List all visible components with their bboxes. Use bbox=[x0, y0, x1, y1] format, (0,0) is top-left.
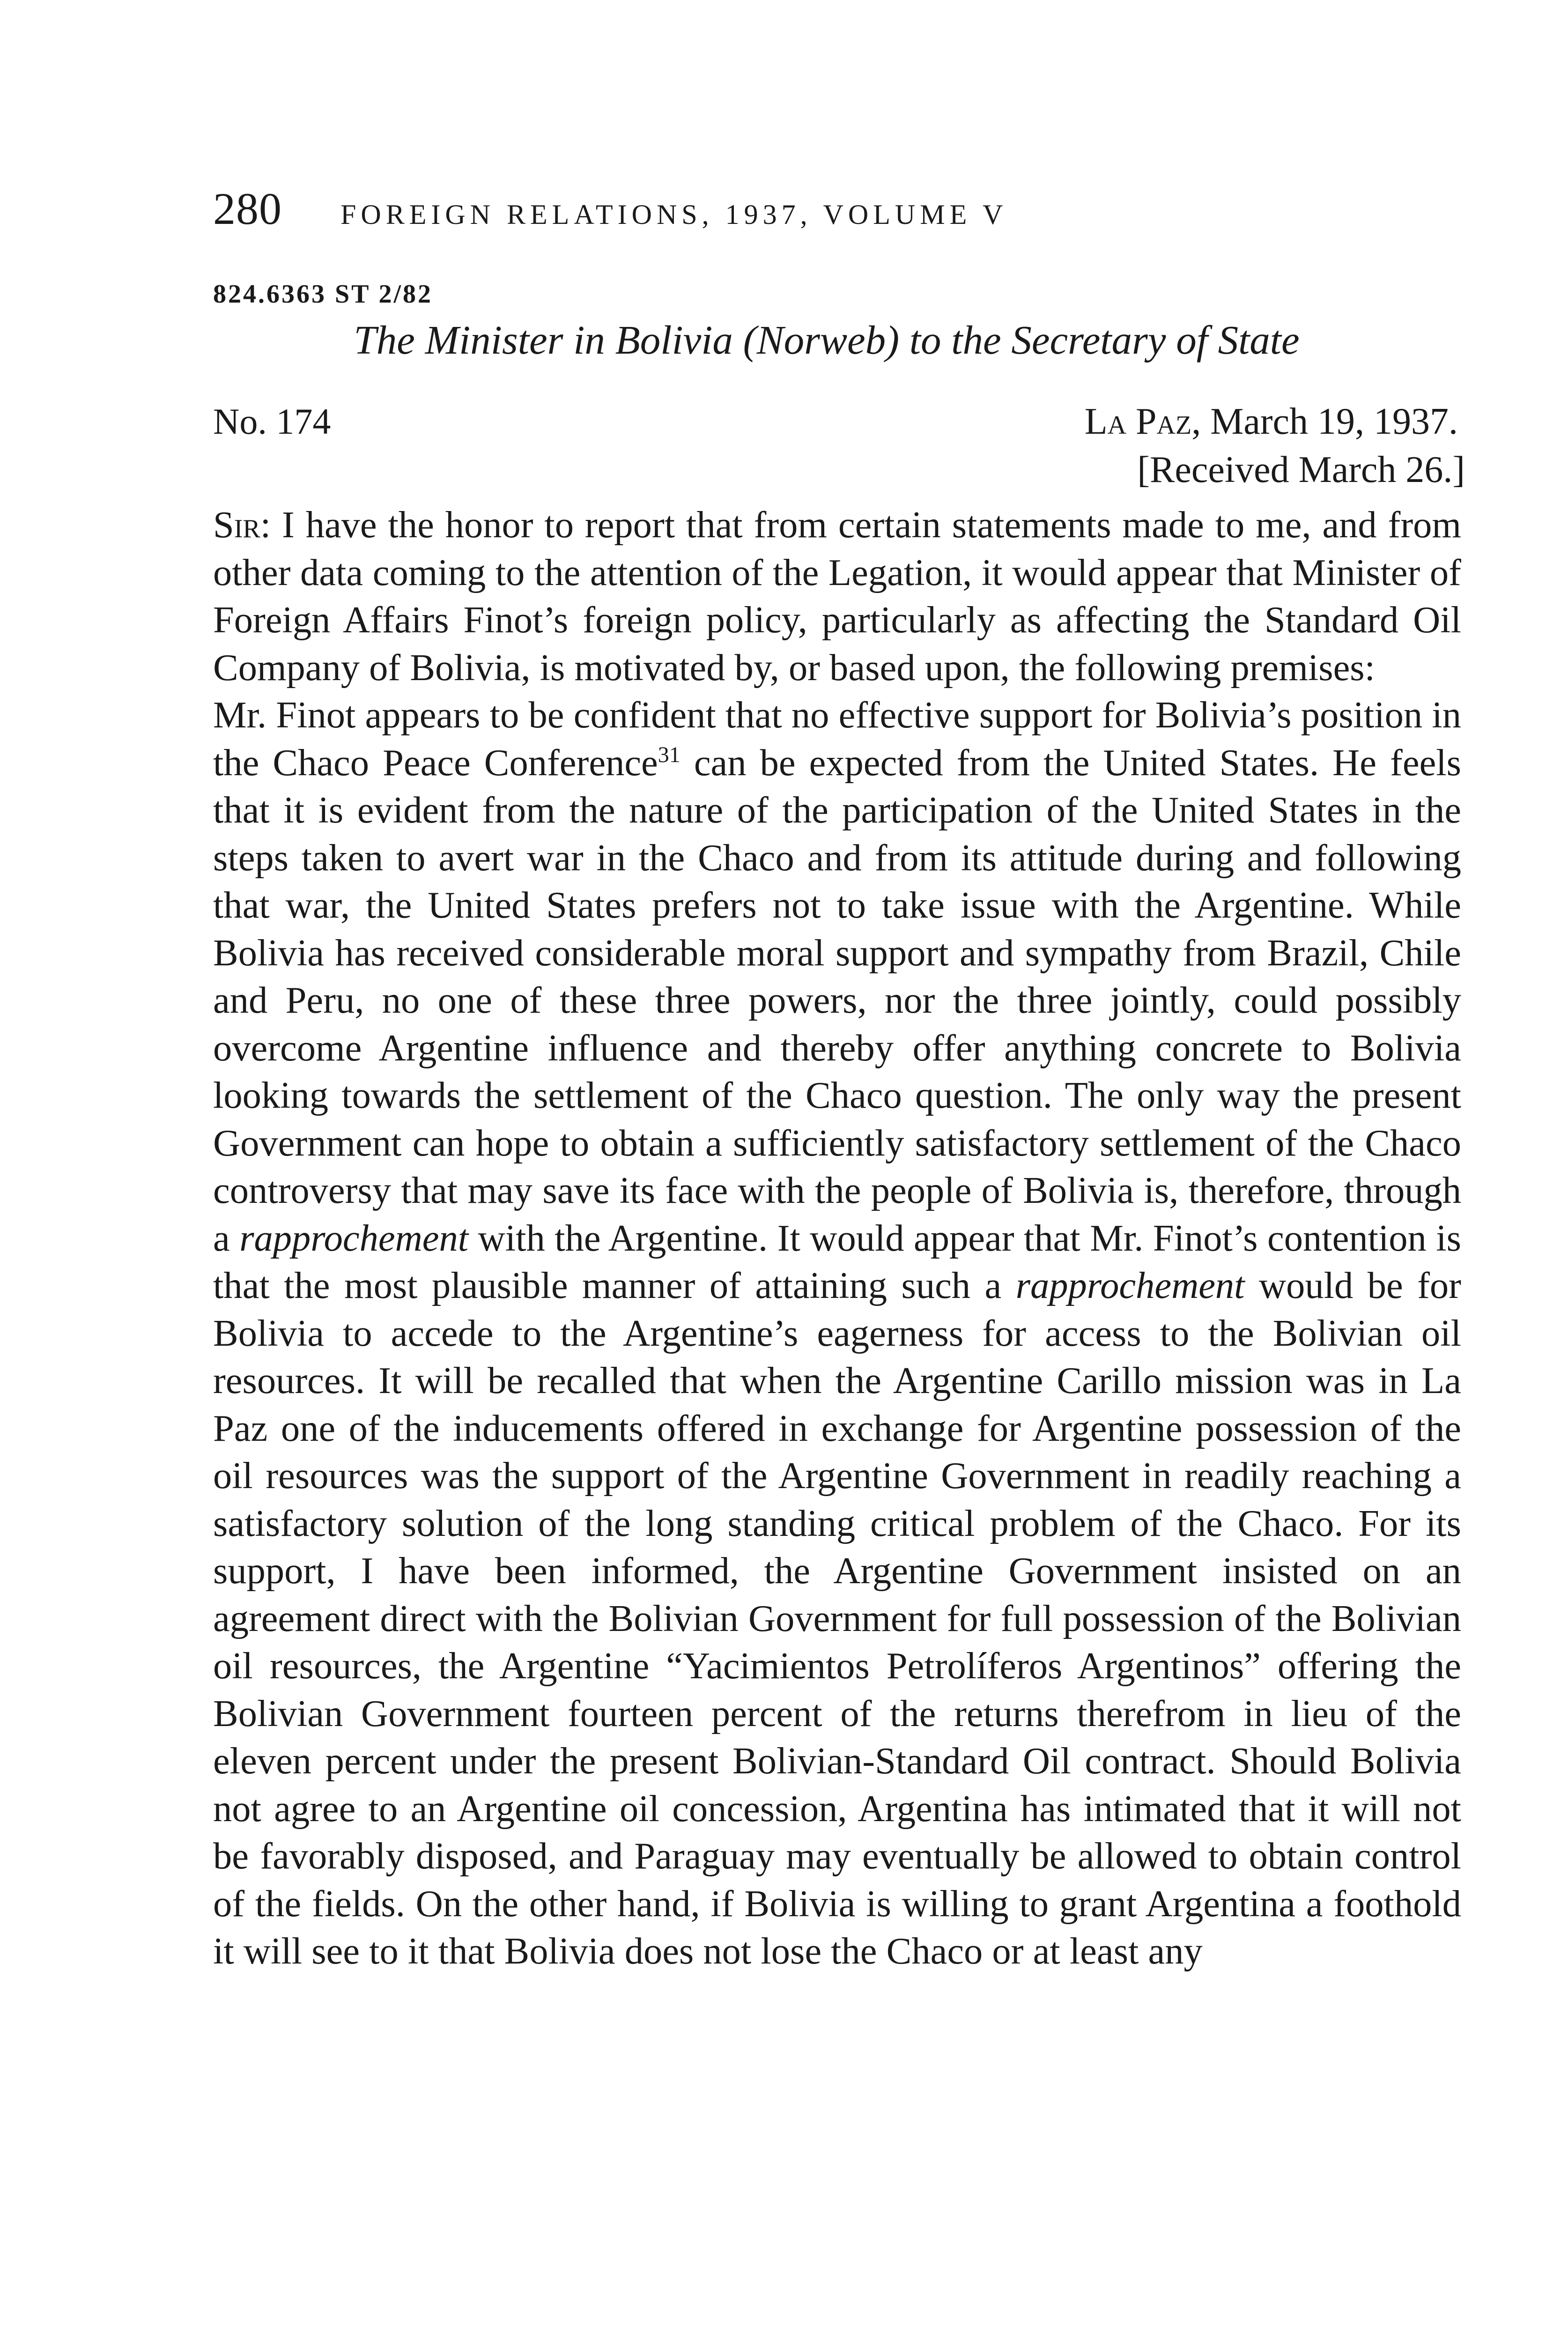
italic-term-1: rapprochement bbox=[239, 1217, 469, 1259]
italic-term-2: rapprochement bbox=[1015, 1265, 1245, 1306]
place: La Paz bbox=[1084, 401, 1192, 442]
paragraph-2-text-a: Mr. Finot appears to be confident that no effective support for Bolivia’s position in the Chaco Peace Conference bbox=[213, 694, 1461, 784]
place-date bbox=[1085, 400, 1458, 443]
page-number: 280 bbox=[213, 184, 282, 234]
paragraph-1 bbox=[213, 501, 1461, 691]
file-number: 824.6363 ST 2/82 bbox=[213, 280, 433, 309]
despatch-number: No. 174 bbox=[213, 401, 331, 442]
title-part-1: The Minister in Bolivia ( bbox=[354, 317, 757, 363]
paragraph-1-text: : I have the honor to report that from certain statements made to me, and from other data coming to the attention of the Legation, it would appear that Minister of Foreign Affairs Finot’s foreign policy, particularly as affecting the Standard Oil Company of Bolivia, is motivated by, or based upon, the following premises: bbox=[213, 504, 1461, 689]
title-part-2: ) to the Secretary of State bbox=[886, 317, 1300, 363]
document-title bbox=[213, 316, 1440, 363]
paragraph-2-text-d: would be for Bolivia to accede to the Argentine’s eagerness for access to the Bolivian oil resources. It will be recalled that when the Argentine Carillo mission was in La Paz one of the inducements offered in exchange for Argentine possession of the oil resources was the support of the Argentine Government in readily reaching a satisfactory solution of the long standing critical problem of the Chaco. For its support, I have been informed, the Argentine Government insisted on an agreement direct with the Bolivian Government for full possession of the Bolivian oil resources, the Argentine “Yacimientos Petrolíferos Argentinos” offering the Bolivian Government fourteen percent of the returns therefrom in lieu of the eleven percent under the present Bolivian-Standard Oil contract. Should Bolivia not agree to an Argentine oil concession, Argentina has intimated that it will not be favorably disposed, and Paraguay may eventually be allowed to obtain control of the fields. On the other hand, if Bolivia is willing to grant Argentina a foothold it will see to it that Bolivia does not lose the Chaco or at least any bbox=[213, 1265, 1461, 1972]
page-header bbox=[213, 183, 1431, 235]
running-head: FOREIGN RELATIONS, 1937, VOLUME V bbox=[340, 199, 1008, 230]
date: , March 19, 1937. bbox=[1191, 401, 1458, 442]
letter-body bbox=[213, 501, 1461, 1975]
paragraph-2-text-b: can be expected from the United States. He feels that it is evident from the nature of the participation of the United States in the steps taken to avert war in the Chaco and from its attitude during and following that war, the United States prefers not to take issue with the Argentine. While Bolivia has received considerable moral support and sympathy from Brazil, Chile and Peru, no one of these three powers, nor the three jointly, could possibly overcome Argentine influence and thereby offer anything concrete to Bolivia looking towards the settlement of the Chaco question. The only way the present Government can hope to obtain a sufficiently satisfactory settlement of the Chaco controversy that may save its face with the people of Bolivia is, therefore, through a bbox=[213, 741, 1461, 1259]
paragraph-2 bbox=[213, 691, 1461, 1975]
received-date: [Received March 26.] bbox=[1137, 449, 1465, 490]
title-name: Norweb bbox=[756, 317, 886, 363]
paragraph-2-text-c: with the Argentine. It would appear that Mr. Finot’s contention is that the most plausible manner of attaining such a bbox=[213, 1217, 1461, 1306]
salutation: Sir bbox=[213, 504, 260, 546]
footnote-reference: 31 bbox=[658, 742, 680, 767]
